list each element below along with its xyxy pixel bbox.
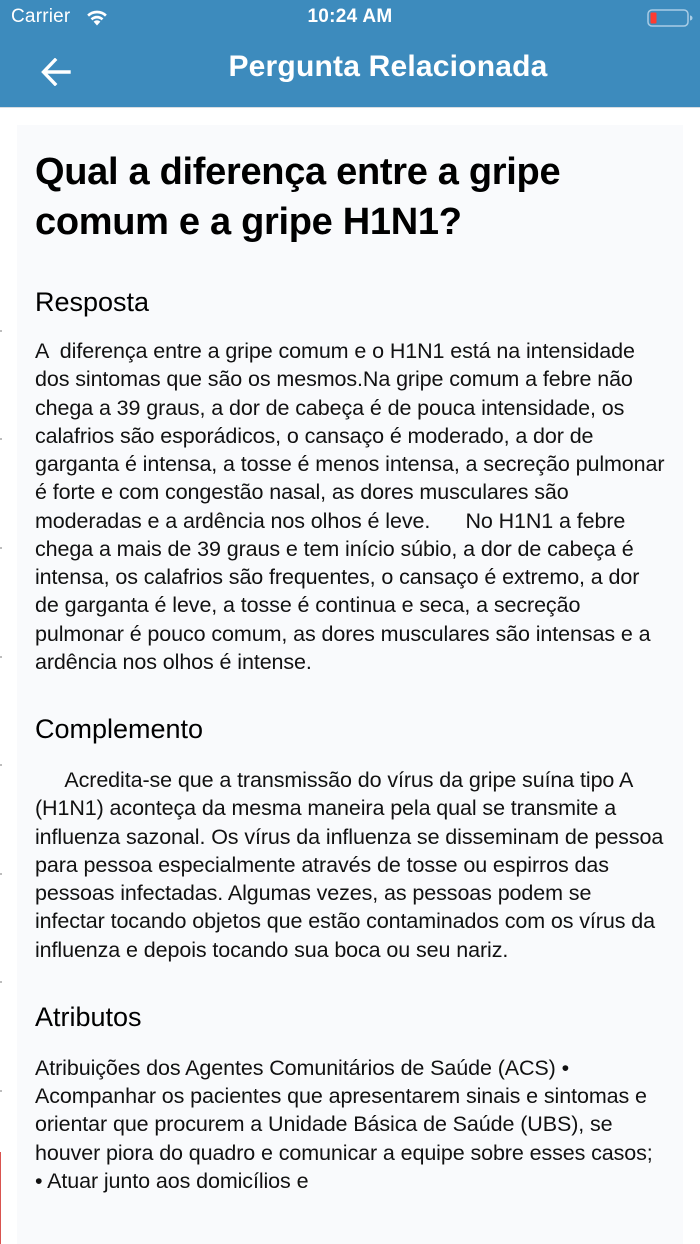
section-body-complemento: Acredita-se que a transmissão do vírus da gripe suína tipo A (H1N1) aconteça da mesma maneira pela qual se transmite a influenza sazonal. Os vírus da influenza se disseminam de pessoa para pessoa especialmente através de tosse ou espirros das pessoas infectadas. Algumas vezes, as pessoas podem se infectar tocando objetos que estão contaminados com os vírus da influenza e depois tocando sua boca ou seu nariz.	[35, 768, 670, 962]
scroll-marker	[0, 547, 2, 549]
scroll-marker	[0, 981, 2, 983]
battery-low-icon	[647, 8, 693, 28]
section-body-atributos: Atribuições dos Agentes Comunitários de Saúde (ACS) • Acompanhar os pacientes que apresentarem sinais e sintomas e orientar que procurem a Unidade Básica de Saúde (UBS), se houver piora do quadro e comunicar a equipe sobre esses casos; • Atuar junto aos domicílios e	[35, 1055, 659, 1193]
scroll-marker	[0, 438, 2, 440]
edge-indicator-line	[0, 1152, 1, 1244]
status-bar	[0, 0, 700, 36]
clock: 10:24 AM	[307, 6, 393, 27]
navigation-bar	[0, 36, 700, 107]
section-body-resposta: A diferença entre a gripe comum e o H1N1 está na intensidade dos sintomas que são os mesmos.Na gripe comum a febre não chega a 39 graus, a dor de cabeça é de pouca intensidade, os calafrios são esporádicos, o cansaço é moderado, a dor de garganta é intensa, a tosse é menos intensa, a secreção pulmonar é forte e com congestão nasal, as dores musculares são moderadas e a ardência nos olhos é leve. No H1N1 a febre chega a mais de 39 graus e tem início súbio, a dor de cabeça é intensa, os calafrios são frequentes, o cansaço é extremo, a dor de garganta é leve, a tosse é continua e seca, a secreção pulmonar é pouco comum, as dores musculares são intensas e a ardência nos olhos é intense.	[35, 339, 671, 674]
question-title: Qual a diferença entre a gripe comum e a gripe H1N1?	[35, 151, 561, 243]
question-card	[17, 125, 683, 1244]
content-scroll-area[interactable]	[0, 108, 700, 1244]
page-title: Pergunta Relacionada	[228, 50, 548, 83]
carrier-label: Carrier	[11, 6, 71, 27]
scroll-marker	[0, 656, 2, 658]
section-heading-resposta: Resposta	[35, 287, 150, 317]
section-heading-complemento: Complemento	[35, 714, 204, 744]
scroll-marker	[0, 873, 2, 875]
section-heading-atributos: Atributos	[35, 1001, 142, 1032]
scroll-marker	[0, 330, 2, 332]
scroll-marker	[0, 1090, 2, 1092]
scroll-marker	[0, 764, 2, 766]
app-header	[0, 0, 700, 108]
